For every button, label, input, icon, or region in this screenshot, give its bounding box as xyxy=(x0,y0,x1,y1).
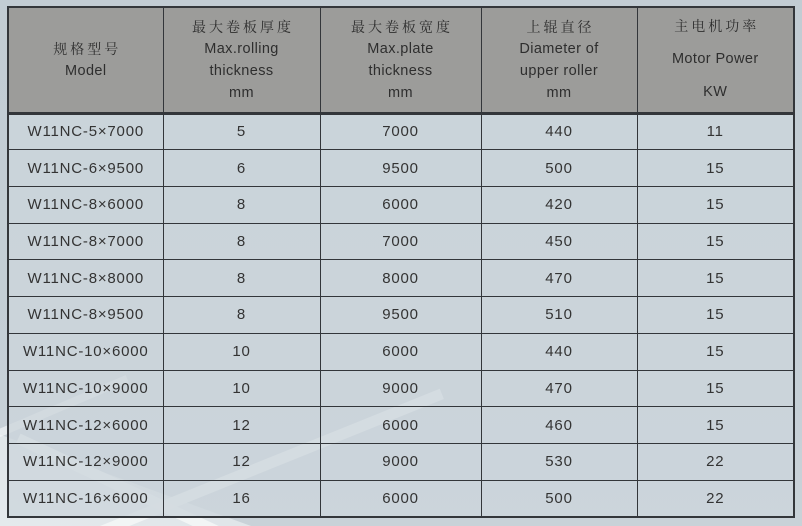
table-row xyxy=(8,297,794,334)
spec-table-body xyxy=(8,113,794,517)
value-cell: 22 xyxy=(637,443,794,480)
value-cell: 440 xyxy=(481,113,637,150)
value-cell: 10 xyxy=(163,370,320,407)
table-row xyxy=(8,113,794,150)
column-unit: mm xyxy=(388,84,413,101)
value-cell: 450 xyxy=(481,223,637,260)
column-label-en: Model xyxy=(65,62,107,79)
value-cell: 440 xyxy=(481,333,637,370)
value-cell: 6 xyxy=(163,150,320,187)
model-cell: W11NC-12×9000 xyxy=(8,443,163,480)
value-cell: 8 xyxy=(163,186,320,223)
value-cell: 6000 xyxy=(320,407,481,444)
value-cell: 15 xyxy=(637,407,794,444)
value-cell: 15 xyxy=(637,150,794,187)
column-label-en: Max.plate xyxy=(367,40,434,57)
value-cell: 15 xyxy=(637,297,794,334)
column-label-zh: 上辊直径 xyxy=(526,18,595,35)
column-label-en: upper roller xyxy=(519,62,599,79)
spec-table xyxy=(7,6,795,518)
model-cell: W11NC-10×6000 xyxy=(8,333,163,370)
value-cell: 9000 xyxy=(320,370,481,407)
value-cell: 15 xyxy=(637,370,794,407)
model-cell: W11NC-8×9500 xyxy=(8,297,163,334)
value-cell: 460 xyxy=(481,407,637,444)
value-cell: 7000 xyxy=(320,223,481,260)
header-row xyxy=(8,7,794,113)
value-cell: 8 xyxy=(163,223,320,260)
value-cell: 420 xyxy=(481,186,637,223)
table-row xyxy=(8,443,794,480)
model-cell: W11NC-8×6000 xyxy=(8,186,163,223)
model-cell: W11NC-8×8000 xyxy=(8,260,163,297)
column-label-en: Max.rolling xyxy=(204,40,279,57)
value-cell: 22 xyxy=(637,480,794,517)
model-cell: W11NC-12×6000 xyxy=(8,407,163,444)
model-cell: W11NC-10×9000 xyxy=(8,370,163,407)
model-cell: W11NC-6×9500 xyxy=(8,150,163,187)
column-label-en: Motor Power xyxy=(671,51,759,68)
value-cell: 12 xyxy=(163,407,320,444)
column-header-motor-power xyxy=(637,7,794,113)
value-cell: 15 xyxy=(637,186,794,223)
value-cell: 12 xyxy=(163,443,320,480)
value-cell: 10 xyxy=(163,333,320,370)
column-label-en: thickness xyxy=(209,62,274,79)
column-header-upper-roller-diameter xyxy=(481,7,637,113)
value-cell: 470 xyxy=(481,260,637,297)
value-cell: 500 xyxy=(481,150,637,187)
value-cell: 15 xyxy=(637,333,794,370)
column-label-zh: 规格型号 xyxy=(53,40,122,57)
table-row xyxy=(8,407,794,444)
value-cell: 9500 xyxy=(320,297,481,334)
value-cell: 470 xyxy=(481,370,637,407)
column-label-zh: 最大卷板宽度 xyxy=(351,18,453,35)
table-row xyxy=(8,260,794,297)
table-row xyxy=(8,223,794,260)
value-cell: 8000 xyxy=(320,260,481,297)
column-unit: mm xyxy=(229,84,254,101)
value-cell: 530 xyxy=(481,443,637,480)
table-row xyxy=(8,186,794,223)
value-cell: 7000 xyxy=(320,113,481,150)
column-header-max-plate-width xyxy=(320,7,481,113)
value-cell: 9500 xyxy=(320,150,481,187)
value-cell: 510 xyxy=(481,297,637,334)
model-cell: W11NC-8×7000 xyxy=(8,223,163,260)
table-row xyxy=(8,150,794,187)
column-header-max-rolling-thickness xyxy=(163,7,320,113)
column-unit: mm xyxy=(546,84,572,101)
value-cell: 6000 xyxy=(320,186,481,223)
value-cell: 16 xyxy=(163,480,320,517)
model-cell: W11NC-5×7000 xyxy=(8,113,163,150)
value-cell: 9000 xyxy=(320,443,481,480)
value-cell: 15 xyxy=(637,260,794,297)
value-cell: 11 xyxy=(637,113,794,150)
table-row xyxy=(8,370,794,407)
column-label-zh: 主电机功率 xyxy=(674,18,760,35)
value-cell: 5 xyxy=(163,113,320,150)
value-cell: 15 xyxy=(637,223,794,260)
column-label-en: Diameter of xyxy=(519,40,599,57)
value-cell: 500 xyxy=(481,480,637,517)
value-cell: 6000 xyxy=(320,480,481,517)
column-label-zh: 最大卷板厚度 xyxy=(192,18,294,35)
value-cell: 8 xyxy=(163,260,320,297)
column-header-model xyxy=(8,7,163,113)
model-cell: W11NC-16×6000 xyxy=(8,480,163,517)
table-row xyxy=(8,333,794,370)
column-unit: KW xyxy=(703,84,728,101)
spec-table-header xyxy=(8,7,794,113)
table-row xyxy=(8,480,794,517)
column-label-en: thickness xyxy=(368,62,433,79)
value-cell: 6000 xyxy=(320,333,481,370)
value-cell: 8 xyxy=(163,297,320,334)
